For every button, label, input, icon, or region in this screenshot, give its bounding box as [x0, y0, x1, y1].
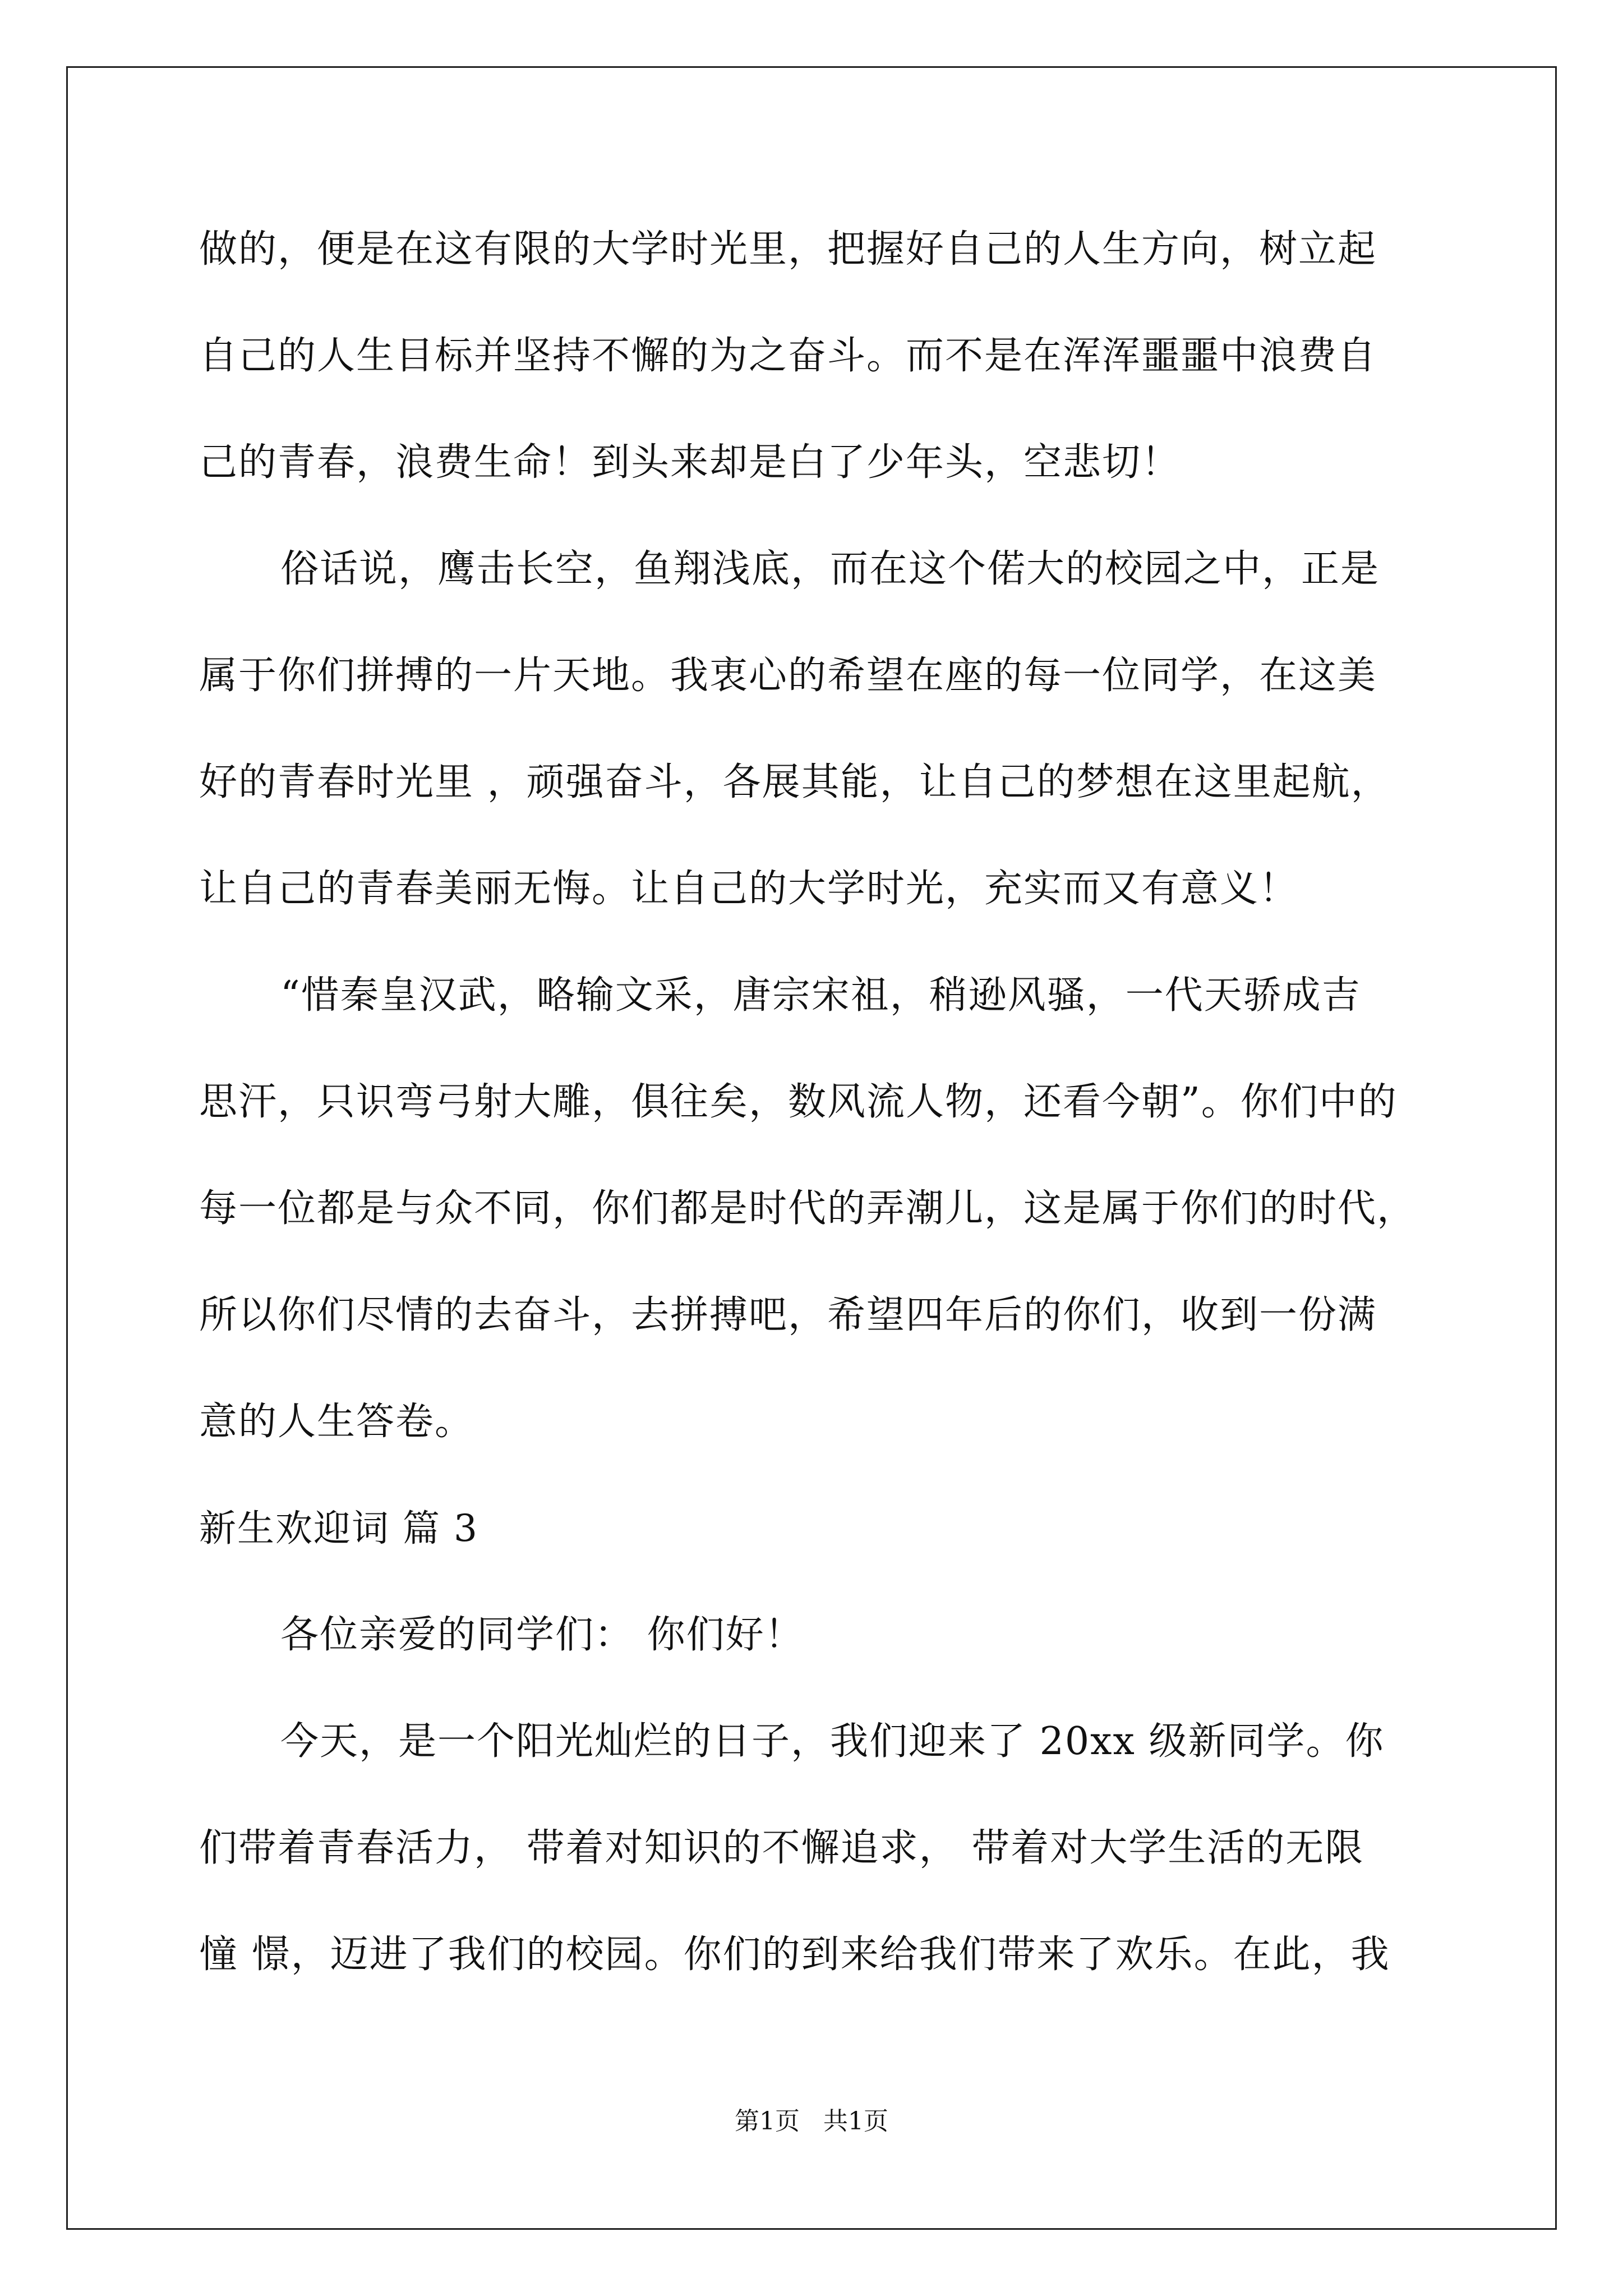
body-text-line: 所以你们尽情的去奋斗，去拼搏吧，希望四年后的你们，收到一份满 [199, 1293, 1377, 1337]
section-heading: 新生欢迎词 篇 3 [199, 1507, 478, 1550]
paragraph-first-line: 俗话说，鹰击长空，鱼翔浅底，而在这个偌大的校园之中，正是 [280, 547, 1380, 591]
body-text-line: 意的人生答卷。 [199, 1400, 474, 1444]
body-text-line: 们带着青春活力， 带着对知识的不懈追求， 带着对大学生活的无限 [199, 1826, 1364, 1870]
paragraph-first-line: 今天，是一个阳光灿烂的日子，我们迎来了 20xx 级新同学。你 [280, 1719, 1385, 1764]
body-text-line: 思汗，只识弯弓射大雕，俱往矣，数风流人物，还看今朝”。你们中的 [199, 1080, 1398, 1124]
body-text-line: 每一位都是与众不同，你们都是时代的弄潮儿，这是属于你们的时代， [199, 1186, 1417, 1231]
body-text-line: 做的，便是在这有限的大学时光里，把握好自己的人生方向，树立起 [199, 227, 1377, 272]
body-text-line: 自己的人生目标并坚持不懈的为之奋斗。而不是在浑浑噩噩中浪费自 [199, 334, 1377, 378]
salutation-line: 各位亲爱的同学们： 你们好！ [280, 1613, 804, 1657]
body-text-line: 憧 憬，迈进了我们的校园。你们的到来给我们带来了欢乐。在此，我 [199, 1932, 1390, 1977]
page-footer: 第1页 共1页 [735, 2107, 888, 2136]
body-text-line: 己的青春，浪费生命！到头来却是白了少年头，空悲切！ [199, 440, 1181, 485]
body-text-line: 属于你们拼搏的一片天地。我衷心的希望在座的每一位同学，在这美 [199, 654, 1377, 698]
page-border [66, 66, 1557, 2230]
paragraph-first-line: “惜秦皇汉武，略输文采，唐宗宋祖，稍逊风骚，一代天骄成吉 [280, 973, 1361, 1018]
body-text-line: 好的青春时光里 ，顽强奋斗，各展其能，让自己的梦想在这里起航， [199, 760, 1390, 804]
body-text-line: 让自己的青春美丽无悔。让自己的大学时光，充实而又有意义！ [199, 867, 1299, 911]
